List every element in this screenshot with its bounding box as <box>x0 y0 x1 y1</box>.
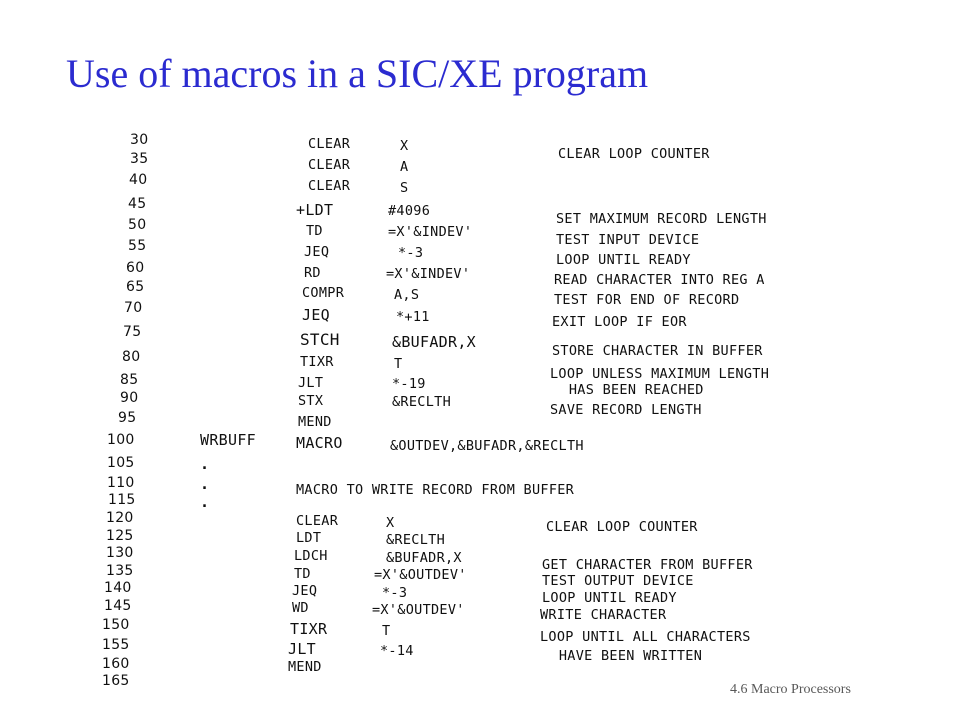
line-number: 115 <box>108 492 136 508</box>
opcode: TIXR <box>300 354 334 370</box>
line-number: 135 <box>106 563 134 579</box>
opcode: LDT <box>296 530 322 546</box>
line-number: 165 <box>102 673 130 689</box>
comment: WRITE CHARACTER <box>540 607 667 623</box>
line-number: 30 <box>130 132 149 148</box>
opcode: TD <box>294 566 311 582</box>
label: . <box>200 455 210 473</box>
line-number: 90 <box>120 390 139 406</box>
operand: *-19 <box>392 376 426 392</box>
operand: =X'&INDEV' <box>386 266 471 282</box>
operand: X <box>386 515 395 531</box>
operand: T <box>394 356 403 372</box>
operand: A <box>400 159 409 175</box>
line-number: 155 <box>102 637 130 653</box>
line-number: 130 <box>106 545 134 561</box>
operand: *+11 <box>396 309 430 325</box>
opcode: STX <box>298 393 324 409</box>
line-number: 100 <box>107 432 135 448</box>
comment: LOOP UNTIL READY <box>556 252 691 268</box>
operand: =X'&OUTDEV' <box>372 602 465 618</box>
operand: &BUFADR,X <box>392 333 476 351</box>
opcode: CLEAR <box>296 513 339 529</box>
opcode: JLT <box>298 375 324 391</box>
line-number: 95 <box>118 410 137 426</box>
operand: X <box>400 138 409 154</box>
opcode: CLEAR <box>308 157 351 173</box>
line-number: 110 <box>107 475 135 491</box>
label: . <box>200 475 210 493</box>
comment: SET MAXIMUM RECORD LENGTH <box>556 211 767 227</box>
comment: LOOP UNTIL ALL CHARACTERS <box>540 629 751 645</box>
opcode: JEQ <box>304 244 330 260</box>
opcode: +LDT <box>296 201 334 219</box>
opcode: MEND <box>298 414 332 430</box>
opcode: LDCH <box>294 548 328 564</box>
opcode: JLT <box>288 640 316 658</box>
opcode: TD <box>306 223 323 239</box>
opcode: CLEAR <box>308 136 351 152</box>
line-number: 85 <box>120 372 139 388</box>
operand: *-3 <box>382 585 408 601</box>
line-number: 125 <box>106 528 134 544</box>
scanned-listing <box>96 126 864 690</box>
opcode: MACRO <box>296 434 343 452</box>
line-number: 70 <box>124 300 143 316</box>
comment: LOOP UNTIL READY <box>542 590 677 606</box>
operand: S <box>400 180 409 196</box>
comment: CLEAR LOOP COUNTER <box>558 146 710 162</box>
operand: *-3 <box>398 245 424 261</box>
slide-footer: 4.6 Macro Processors <box>730 682 851 697</box>
opcode: WD <box>292 600 309 616</box>
comment: STORE CHARACTER IN BUFFER <box>552 343 763 359</box>
line-number: 35 <box>130 151 149 167</box>
operand: =X'&OUTDEV' <box>374 567 467 583</box>
operand: *-14 <box>380 643 414 659</box>
opcode: STCH <box>300 330 340 349</box>
comment: LOOP UNLESS MAXIMUM LENGTH <box>550 366 770 382</box>
label: WRBUFF <box>200 431 256 449</box>
line-number: 140 <box>104 580 132 596</box>
comment: READ CHARACTER INTO REG A <box>554 272 765 288</box>
line-number: 145 <box>104 598 132 614</box>
line-number: 60 <box>126 260 145 276</box>
comment: HAS BEEN REACHED <box>552 382 704 398</box>
opcode: JEQ <box>292 583 318 599</box>
operand: &BUFADR,X <box>386 550 462 566</box>
line-number: 160 <box>102 656 130 672</box>
operand: &RECLTH <box>386 532 445 548</box>
opcode: CLEAR <box>308 178 351 194</box>
comment: CLEAR LOOP COUNTER <box>546 519 698 535</box>
comment: SAVE RECORD LENGTH <box>550 402 702 418</box>
line-number: 150 <box>102 617 130 633</box>
opcode: COMPR <box>302 285 345 301</box>
opcode: MEND <box>288 659 322 675</box>
operand: &OUTDEV,&BUFADR,&RECLTH <box>390 438 584 454</box>
line-number: 45 <box>128 196 147 212</box>
line-number: 50 <box>128 217 147 233</box>
line-number: 105 <box>107 455 135 471</box>
line-number: 120 <box>106 510 134 526</box>
line-number: 40 <box>129 172 148 188</box>
comment: HAVE BEEN WRITTEN <box>542 648 703 664</box>
opcode: TIXR <box>290 620 328 638</box>
label: . <box>200 493 210 511</box>
comment: TEST OUTPUT DEVICE <box>542 573 694 589</box>
operand: #4096 <box>388 203 431 219</box>
operand: T <box>382 623 391 639</box>
comment: TEST FOR END OF RECORD <box>554 292 740 308</box>
comment: TEST INPUT DEVICE <box>556 232 700 248</box>
comment: GET CHARACTER FROM BUFFER <box>542 557 753 573</box>
comment-line: MACRO TO WRITE RECORD FROM BUFFER <box>296 482 575 498</box>
line-number: 75 <box>123 324 142 340</box>
line-number: 65 <box>126 279 145 295</box>
opcode: RD <box>304 265 321 281</box>
slide-title: Use of macros in a SIC/XE program <box>66 51 649 96</box>
operand: A,S <box>394 287 420 303</box>
operand: =X'&INDEV' <box>388 224 473 240</box>
operand: &RECLTH <box>392 394 451 410</box>
comment: EXIT LOOP IF EOR <box>552 314 687 330</box>
line-number: 80 <box>122 349 141 365</box>
line-number: 55 <box>128 238 147 254</box>
opcode: JEQ <box>302 306 330 324</box>
